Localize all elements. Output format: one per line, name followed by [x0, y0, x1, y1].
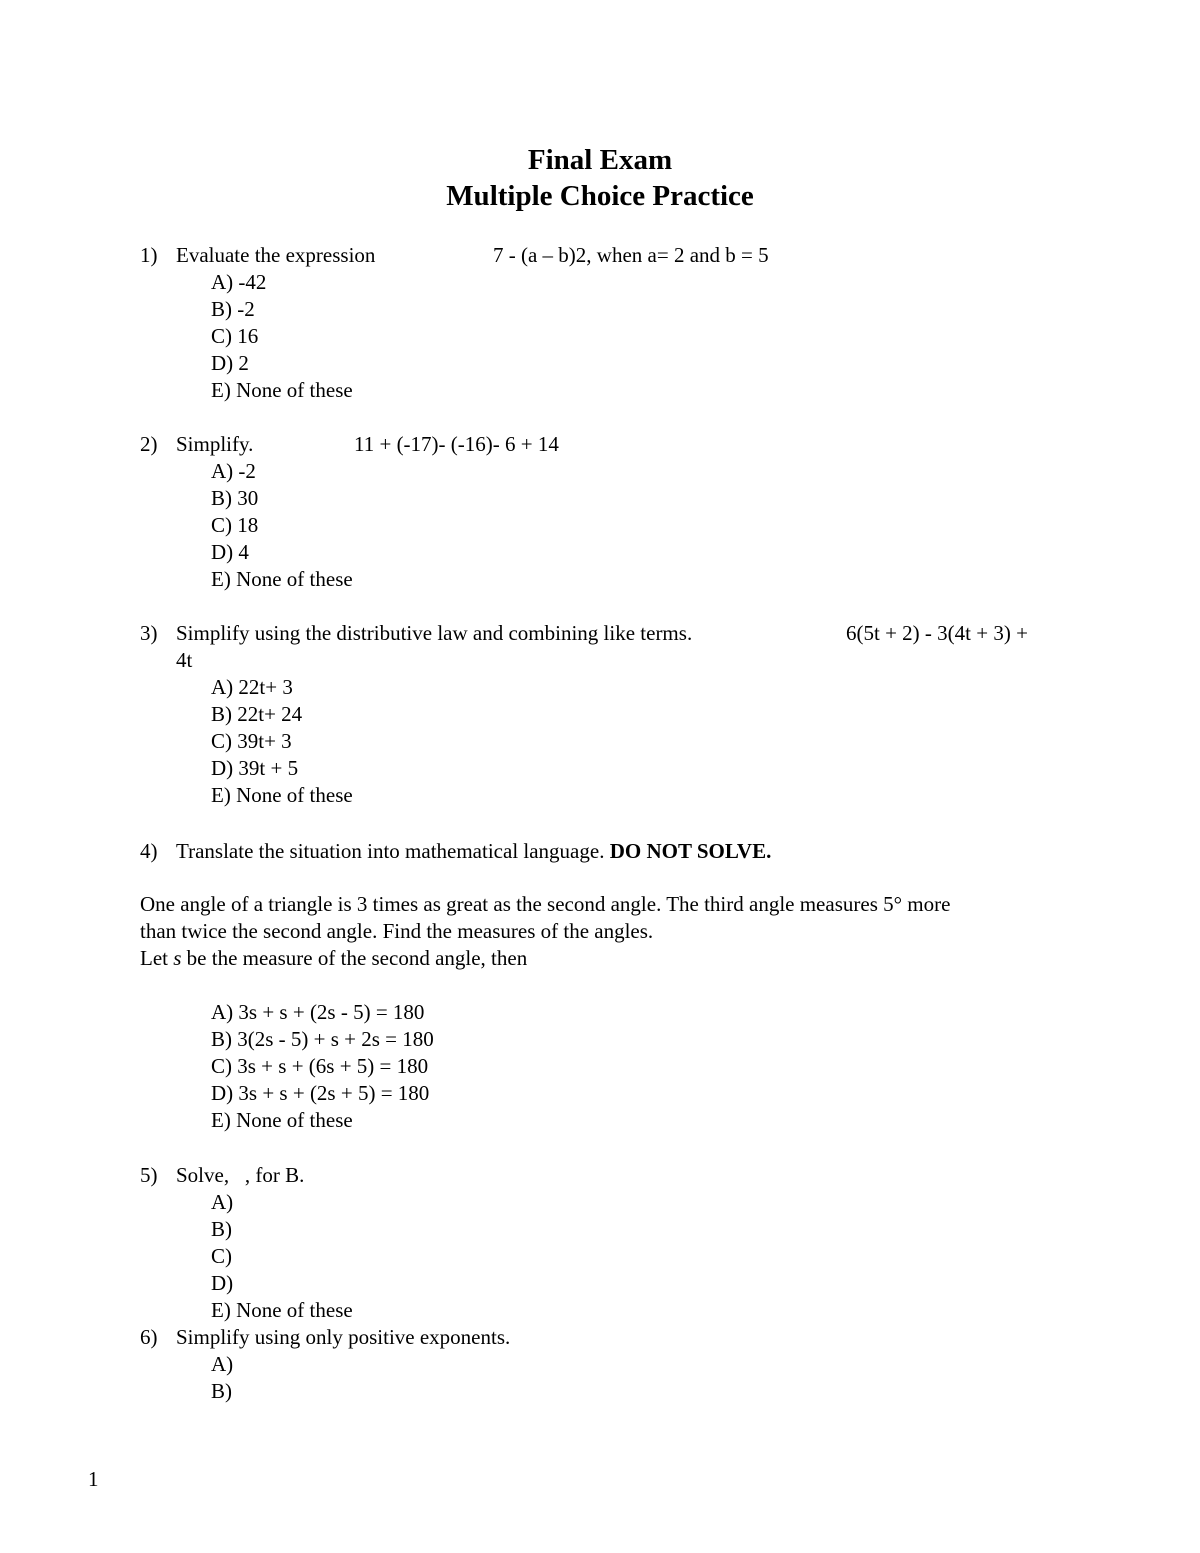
question-3-number: 3) [140, 621, 158, 645]
answer-option: A) 3s + s + (2s - 5) = 180 [211, 1000, 425, 1024]
answer-option: A) -42 [211, 270, 267, 294]
question-3-expression-continued: 4t [176, 648, 193, 672]
question-6-number: 6) [140, 1325, 158, 1349]
answer-option: C) 3s + s + (6s + 5) = 180 [211, 1054, 429, 1078]
question-1-number: 1) [140, 243, 158, 267]
question-3-prompt: Simplify using the distributive law and combining like terms. [176, 621, 693, 645]
question-4-let-statement [140, 945, 527, 972]
question-2-number: 2) [140, 432, 158, 456]
answer-option: A) 22t+ 3 [211, 675, 293, 699]
answer-option: C) [211, 1244, 232, 1268]
question-1-expression: 7 - (a – b)2, when a= 2 and b = 5 [493, 243, 769, 267]
answer-option: E) None of these [211, 567, 353, 591]
answer-option: C) 18 [211, 513, 259, 537]
question-6-prompt: Simplify using only positive exponents. [176, 1325, 511, 1349]
answer-option: A) [211, 1352, 234, 1376]
answer-option: A) [211, 1190, 234, 1214]
let-suffix: be the measure of the second angle, then [186, 946, 528, 970]
let-prefix: Let [140, 946, 168, 970]
question-4-paragraph-line-1: One angle of a triangle is 3 times as great as the second angle. The third angle measures 5° more [140, 892, 951, 916]
answer-option: A) -2 [211, 459, 256, 483]
answer-option: B) 3(2s - 5) + s + 2s = 180 [211, 1027, 434, 1051]
question-4-prompt: Translate the situation into mathematical language. [176, 839, 605, 863]
answer-option: D) [211, 1271, 234, 1295]
answer-option: E) None of these [211, 1108, 353, 1132]
answer-option: D) 2 [211, 351, 249, 375]
question-4-paragraph-line-2: than twice the second angle. Find the measures of the angles. [140, 919, 654, 943]
answer-option: E) None of these [211, 783, 353, 807]
question-2-expression: 11 + (-17)- (-16)- 6 + 14 [354, 432, 559, 456]
answer-option: C) 39t+ 3 [211, 729, 292, 753]
title-line-1: Final Exam [527, 144, 673, 176]
question-3-expression: 6(5t + 2) - 3(4t + 3) + [846, 621, 1028, 645]
answer-option: B) 22t+ 24 [211, 702, 303, 726]
page-number: 1 [88, 1467, 99, 1491]
question-2-prompt: Simplify. [176, 432, 254, 456]
question-4-prompt-line [176, 838, 771, 865]
answer-option: E) None of these [211, 1298, 353, 1322]
answer-option: C) 16 [211, 324, 259, 348]
question-5-prompt: Solve, , for B. [176, 1163, 305, 1187]
question-4-emphasis: DO NOT SOLVE. [609, 839, 772, 863]
question-5-number: 5) [140, 1163, 158, 1187]
let-variable: s [173, 946, 182, 970]
answer-option: E) None of these [211, 378, 353, 402]
answer-option: B) [211, 1217, 232, 1241]
answer-option: D) 3s + s + (2s + 5) = 180 [211, 1081, 430, 1105]
answer-option: D) 39t + 5 [211, 756, 299, 780]
answer-option: D) 4 [211, 540, 249, 564]
question-4-number: 4) [140, 839, 158, 863]
answer-option: B) [211, 1379, 232, 1403]
answer-option: B) 30 [211, 486, 259, 510]
title-line-2: Multiple Choice Practice [446, 180, 754, 212]
answer-option: B) -2 [211, 297, 255, 321]
question-1-prompt: Evaluate the expression [176, 243, 376, 267]
